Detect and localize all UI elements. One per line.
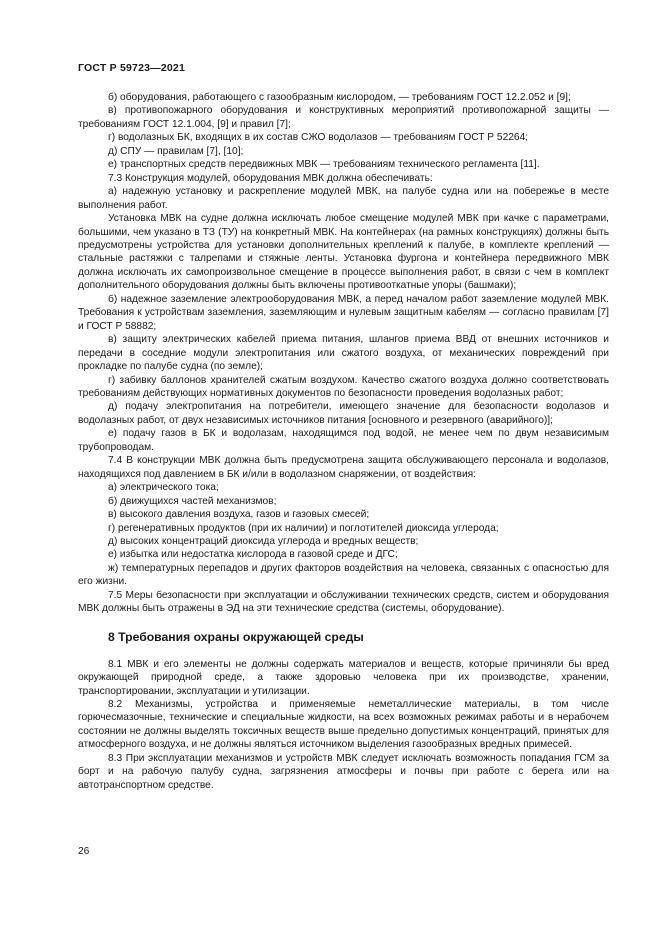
paragraph: в) защиту электрических кабелей приема питания, шлангов приема ВВД от внешних источников и передачи в соседние модули электропитания или сжатого воздуха, от механических повреждений при прокладке по палубе судна (по земле); xyxy=(78,334,609,373)
paragraph: в) противопожарного оборудования и конструктивных мероприятий противопожарной защиты — требованиям ГОСТ 12.1.004, [9] и правил [7]; xyxy=(78,105,609,130)
paragraph: 8.2 Механизмы, устройства и применяемые неметаллические материалы, в том числе горючесмазочные, технические и специальные жидкости, на всех возможных режимах работы и в нерабочем состоянии не должны выделять токсичных веществ выше предельно допустимых концентраций, принятых для атмосферного воздуха, и не должны являться источником выделения газообразных вредных примесей. xyxy=(78,699,609,751)
paragraph: г) регенеративных продуктов (при их наличии) и поглотителей диоксида углерода; xyxy=(108,522,499,534)
paragraph: б) движущихся частей механизмов; xyxy=(108,495,277,507)
paragraph: 8.3 При эксплуатации механизмов и устройств МВК следует исключать возможность попадания ГСМ за борт и на рабочую палубу судна, загрязнения атмосферы и почвы при работе с берега или на автотранспортном средстве. xyxy=(78,752,609,791)
paragraph: 7.3 Конструкция модулей, оборудования МВК должна обеспечивать: xyxy=(108,172,433,184)
paragraph: ж) температурных перепадов и других факторов воздействия на человека, связанных с опасностью для его жизни. xyxy=(78,562,609,588)
paragraph: г) водолазных БК, входящих в их состав СЖО водолазов — требованиям ГОСТ Р 52264; xyxy=(108,132,529,144)
document-header: ГОСТ Р 59723—2021 xyxy=(78,62,186,74)
paragraph: е) транспортных средств передвижных МВК — требованиям технического регламента [11]. xyxy=(108,159,540,171)
paragraph: б) надежное заземление электрооборудования МВК, а перед началом работ заземление модулей МВК. Требования к устройствам заземления, заземляющим и нулевым защитным кабелям — согласно правилам [7] и ГОСТ Р 58882; xyxy=(78,293,609,332)
paragraph: Установка МВК на судне должна исключать любое смещение модулей МВК при качке с параметрами, большими, чем указано в ТЗ (ТУ) на конкретный МВК. На контейнерах (на рамных конструкциях) должны быть предусмотрены устройства для установки дополнительных креплений к палубе, в комплекте креплений — стальные растяжки с талрепами и стяжные ленты. Установка фургона и контейнера передвижного МВК должна исключать их самопроизвольное смещение в процессе выполнения работ, в связи с чем в комплект дополнительного оборудования должны быть включены противооткатные упоры (башмаки); xyxy=(78,213,609,292)
paragraph: г) забивку баллонов хранителей сжатым воздухом. Качество сжатого воздуха должно соответствовать требованиям действующих нормативных документов по безопасности проведения водолазных работ; xyxy=(78,374,609,399)
paragraph: в) высокого давления воздуха, газов и газовых смесей; xyxy=(108,509,370,521)
paragraph: 7.4 В конструкции МВК должна быть предусмотрена защита обслуживающего персонала и водолазов, находящихся под давлением в БК и/или в водолазном снаряжении, от воздействия: xyxy=(78,455,609,480)
document-body xyxy=(78,91,609,792)
paragraph: б) оборудования, работающего с газообразным кислородом, — требованиям ГОСТ 12.2.052 и [9]; xyxy=(108,92,571,103)
paragraph: 8.1 МВК и его элементы не должны содержать материалов и веществ, которые причиняли бы вред окружающей природной среде, а также здоровью человека при их производстве, хранении, транспортировании, эксплуатации и утилизации. xyxy=(78,658,609,697)
paragraph: д) высоких концентраций диоксида углерода и вредных веществ; xyxy=(108,535,419,547)
paragraph: 7.5 Меры безопасности при эксплуатации и обслуживании технических средств, систем и оборудования МВК должны быть отражены в ЭД на эти технические средства (системы, оборудование). xyxy=(78,589,609,615)
paragraph: д) подачу электропитания на потребители, имеющего значение для безопасности водолазов и водолазных работ, от двух независимых источников питания [основного и резервного (аварийного)]; xyxy=(78,401,609,426)
section-heading: 8 Требования охраны окружающей среды xyxy=(108,629,364,644)
paragraph: е) избытка или недостатка кислорода в газовой среде и ДГС; xyxy=(108,549,398,561)
page-number: 26 xyxy=(78,846,90,857)
paragraph: е) подачу газов в БК и водолазам, находящимся под водой, не менее чем по двум независимым трубопроводам. xyxy=(78,428,609,453)
paragraph: а) надежную установку и раскрепление модулей МВК, на палубе судна или на побережье в месте выполнения работ. xyxy=(78,186,609,211)
paragraph: а) электрического тока; xyxy=(108,482,219,494)
paragraph: д) СПУ — правилам [7], [10]; xyxy=(108,145,244,157)
